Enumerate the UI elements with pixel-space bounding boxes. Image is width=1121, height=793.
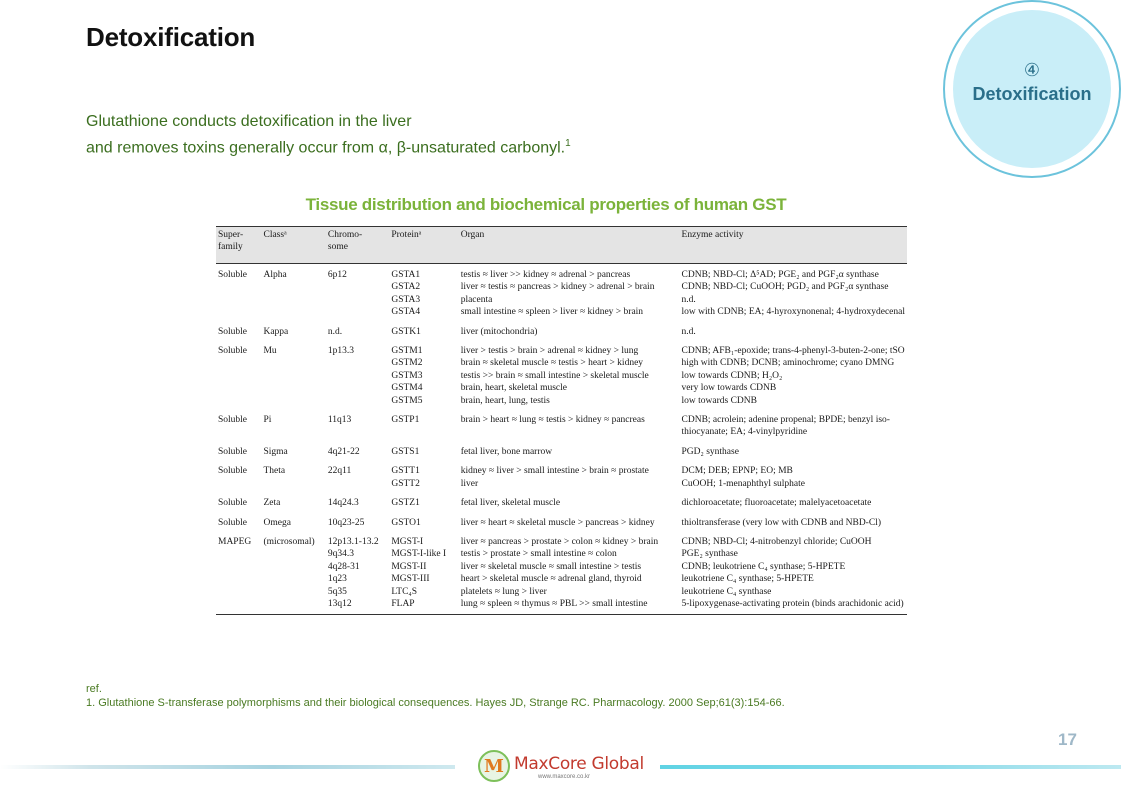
table-cell-organs [459, 512, 680, 531]
cell-line: GSTM4 [391, 383, 423, 394]
table-header-cell: Chromo- some [326, 227, 389, 264]
cell-line: DCM; DEB; EPNP; EO; MB [681, 466, 793, 477]
table-cell-organs [459, 531, 680, 615]
table-cell-activity [680, 512, 907, 531]
cell-line: 1q23 [327, 574, 347, 585]
table-cell-superfamily: Soluble [218, 446, 248, 457]
cell-line: 5-lipoxygenase-activating protein (binds arachidonic acid) [681, 598, 904, 609]
footer-line-left [0, 765, 455, 769]
cell-line: very low towards CDNB [681, 383, 777, 394]
company-logo [478, 750, 648, 784]
cell-line: 1p13.3 [327, 346, 355, 357]
table-row [216, 531, 907, 615]
table-cell-activity [680, 492, 907, 511]
table-cell-superfamily: Soluble [218, 270, 248, 280]
table-row [216, 441, 907, 460]
cell-line: CDNB; leukotriene C₄ synthase; 5-HPETE [681, 561, 846, 572]
table-cell-proteins [389, 460, 458, 492]
cell-line: dichloroacetate; fluoroacetate; malelyacetoacetate [681, 498, 872, 509]
table-cell-class: Kappa [263, 326, 289, 337]
cell-line: small intestine ≈ spleen > liver ≈ kidney > brain [460, 307, 644, 318]
gst-table [216, 226, 907, 615]
cell-line: GSTT2 [391, 478, 420, 489]
cell-line: GSTM2 [391, 358, 423, 369]
logo-name: MaxCore Global [514, 754, 644, 774]
cell-line: 22q11 [327, 466, 352, 477]
table-header-cell: Organ [459, 227, 680, 264]
table-title: Tissue distribution and biochemical properties of human GST [305, 195, 787, 214]
table-row [216, 512, 907, 531]
table-cell-proteins [389, 492, 458, 511]
table-cell-chromosome [326, 321, 389, 340]
cell-line: 14q24.3 [327, 498, 359, 509]
cell-line: 10q23-25 [327, 517, 365, 528]
cell-line: CDNB; acrolein; adenine propenal; BPDE; benzyl iso- [681, 415, 890, 426]
table-cell-proteins [389, 340, 458, 409]
cell-line: GSTS1 [391, 446, 420, 457]
table-cell-organs [459, 492, 680, 511]
cell-line: GSTA3 [391, 294, 421, 305]
cell-line: leukotriene C₄ synthase; 5-HPETE [681, 574, 814, 585]
table-header-cell: Classᵃ [261, 227, 325, 264]
table-cell-superfamily: Soluble [218, 415, 248, 426]
table-cell-activity [680, 409, 907, 441]
table-cell-superfamily: Soluble [218, 346, 248, 357]
table-cell-organs [459, 264, 680, 321]
cell-line: fetal liver, bone marrow [460, 446, 553, 457]
logo-mark-icon [478, 750, 510, 782]
cell-line: GSTM3 [391, 370, 423, 381]
section-badge-label: Detoxification [972, 84, 1092, 104]
section-badge-inner [953, 10, 1111, 168]
cell-line: fetal liver, skeletal muscle [460, 498, 561, 509]
table-cell-chromosome [326, 441, 389, 460]
table-cell-chromosome [326, 531, 389, 615]
table-cell-activity [680, 460, 907, 492]
cell-line: CDNB; NBD-Cl; Δ⁵AD; PGE₂ and PGF₂α synthase [681, 270, 879, 280]
page-number: 17 [1058, 730, 1077, 749]
cell-line: 4q21-22 [327, 446, 360, 457]
cell-line: liver ≈ pancreas > prostate > colon ≈ kidney > brain [460, 536, 659, 547]
cell-line: n.d. [327, 326, 343, 337]
table-cell-organs [459, 441, 680, 460]
cell-line: liver [460, 478, 479, 489]
section-badge [943, 0, 1121, 178]
cell-line: thioltransferase (very low with CDNB and NBD-Cl) [681, 517, 881, 528]
cell-line: n.d. [681, 294, 696, 305]
table-row [216, 409, 907, 441]
table-cell-chromosome [326, 492, 389, 511]
cell-line: GSTA1 [391, 270, 421, 280]
table-row [216, 321, 907, 340]
cell-line: 5q35 [327, 586, 347, 597]
intro-text [86, 111, 571, 159]
cell-line: GSTM1 [391, 346, 423, 357]
table-cell-activity [680, 441, 907, 460]
table-cell-superfamily: Soluble [218, 498, 248, 509]
cell-line: GSTM5 [391, 395, 423, 406]
cell-line: thiocyanate; EA; 4-vinylpyridine [681, 427, 808, 438]
table-cell-activity [680, 321, 907, 340]
table-cell-proteins [389, 441, 458, 460]
cell-line: low with CDNB; EA; 4-hyroxynonenal; 4-hydroxydecenal [681, 307, 905, 318]
table-header-row [216, 227, 907, 264]
table-row [216, 264, 907, 321]
section-badge-number: ④ [1023, 60, 1041, 80]
cell-line: FLAP [391, 598, 415, 609]
cell-line: GSTK1 [391, 326, 421, 337]
cell-line: liver ≈ heart ≈ skeletal muscle > pancreas > kidney [460, 517, 655, 528]
cell-line: liver ≈ testis ≈ pancreas > kidney > adrenal > brain [460, 282, 655, 293]
table-cell-proteins [389, 409, 458, 441]
cell-line: MGST-I-like I [391, 549, 447, 560]
page-title: Detoxification [86, 22, 256, 52]
table-cell-chromosome [326, 264, 389, 321]
table-cell-organs [459, 321, 680, 340]
cell-line: 13q12 [327, 598, 352, 609]
table-row [216, 460, 907, 492]
table-cell-organs [459, 460, 680, 492]
intro-line-2-text: and removes toxins generally occur from α, β-unsaturated carbonyl. [86, 139, 566, 157]
table-cell-activity [680, 531, 907, 615]
table-cell-class: Zeta [263, 498, 281, 509]
table-cell-class: Theta [263, 466, 286, 477]
cell-line: lung ≈ spleen ≈ thymus ≈ PBL >> small intestine [460, 598, 648, 609]
table-cell-chromosome [326, 460, 389, 492]
cell-line: CuOOH; 1-menaphthyl sulphate [681, 478, 805, 489]
cell-line: CDNB; NBD-Cl; CuOOH; PGD₂ and PGF₂α synthase [681, 282, 889, 293]
cell-line: platelets ≈ lung > liver [460, 586, 547, 597]
cell-line: high with CDNB; DCNB; aminochrome; cyano DMNG [681, 358, 895, 369]
table-cell-class: Omega [263, 517, 291, 528]
table-cell-class: Sigma [263, 446, 288, 457]
cell-line: testis > prostate > small intestine ≈ colon [460, 549, 617, 560]
table-header-cell: Proteinᵃ [389, 227, 458, 264]
cell-line: testis >> brain ≈ small intestine > skeletal muscle [460, 370, 649, 381]
table-cell-chromosome [326, 409, 389, 441]
table-cell-activity [680, 340, 907, 409]
cell-line: 9q34.3 [327, 549, 355, 560]
cell-line: CDNB; AFB₁-epoxide; trans-4-phenyl-3-buten-2-one; tSO [681, 346, 905, 357]
table-cell-class: (microsomal) [261, 531, 325, 615]
table-cell-chromosome [326, 512, 389, 531]
cell-line: 6p12 [327, 270, 347, 280]
table-header-cell: Enzyme activity [680, 227, 907, 264]
table-cell-class: Pi [263, 415, 272, 426]
cell-line: 4q28-31 [327, 561, 360, 572]
cell-line: liver ≈ skeletal muscle ≈ small intestine > testis [460, 561, 642, 572]
table-cell-organs [459, 409, 680, 441]
cell-line: liver (mitochondria) [460, 326, 538, 337]
table-row [216, 340, 907, 409]
cell-line: leukotriene C₄ synthase [681, 586, 772, 597]
table-cell-superfamily: Soluble [218, 517, 248, 528]
intro-line-1: Glutathione conducts detoxification in the liver [86, 113, 412, 130]
table-cell-proteins [389, 321, 458, 340]
table-cell-class: Alpha [263, 270, 287, 280]
cell-line: kidney ≈ liver > small intestine > brain ≈ prostate [460, 466, 649, 477]
table-cell-superfamily: Soluble [218, 326, 248, 337]
table-cell-proteins [389, 531, 458, 615]
cell-line: 11q13 [327, 415, 352, 426]
logo-url: www.maxcore.co.kr [538, 774, 591, 780]
cell-line: PGE₂ synthase [681, 549, 738, 560]
table-cell-superfamily: MAPEG [216, 531, 261, 615]
cell-line: GSTA4 [391, 307, 421, 318]
cell-line: testis ≈ liver >> kidney ≈ adrenal > pancreas [460, 270, 631, 280]
table-cell-activity [680, 264, 907, 321]
cell-line: GSTP1 [391, 415, 420, 426]
cell-line: PGD₂ synthase [681, 446, 739, 457]
cell-line: GSTZ1 [391, 498, 420, 509]
cell-line: GSTO1 [391, 517, 421, 528]
logo-mark-letter: M [484, 756, 504, 777]
cell-line: MGST-III [391, 574, 430, 585]
table-cell-proteins [389, 264, 458, 321]
table-row [216, 492, 907, 511]
cell-line: brain, heart, skeletal muscle [460, 383, 568, 394]
table-body [216, 264, 907, 615]
cell-line: placenta [460, 294, 493, 305]
footer-line-right [660, 765, 1121, 769]
intro-footnote-marker: 1 [565, 138, 571, 149]
cell-line: brain > heart ≈ lung ≈ testis > kidney ≈ pancreas [460, 415, 645, 426]
cell-line: 12p13.1-13.2 [327, 536, 379, 547]
cell-line: brain, heart, lung, testis [460, 395, 550, 406]
cell-line: liver > testis > brain > adrenal ≈ kidney > lung [460, 346, 639, 357]
cell-line: LTC₄S [391, 586, 418, 597]
cell-line: MGST-I [391, 536, 424, 547]
cell-line: GSTT1 [391, 466, 420, 477]
cell-line: MGST-II [391, 561, 427, 572]
cell-line: low towards CDNB; H₂O₂ [681, 370, 783, 381]
table-header-cell: Super- family [216, 227, 261, 264]
reference-text: 1. Glutathione S-transferase polymorphisms and their biological consequences. Hayes JD, Strange RC. Pharmacology. 2000 Sep;61(3):154-66. [86, 697, 785, 709]
cell-line: low towards CDNB [681, 395, 757, 406]
intro-line-2 [86, 133, 571, 159]
cell-line: brain ≈ skeletal muscle ≈ testis > heart > kidney [460, 358, 644, 369]
table-cell-chromosome [326, 340, 389, 409]
cell-line: CDNB; NBD-Cl; 4-nitrobenzyl chloride; CuOOH [681, 536, 872, 547]
table-cell-superfamily: Soluble [218, 466, 248, 477]
cell-line: GSTA2 [391, 282, 421, 293]
cell-line: n.d. [681, 326, 696, 337]
cell-line: heart > skeletal muscle ≈ adrenal gland, thyroid [460, 574, 642, 585]
table-cell-class: Mu [263, 346, 277, 357]
table-cell-proteins [389, 512, 458, 531]
table-cell-organs [459, 340, 680, 409]
reference-label: ref. [86, 683, 102, 695]
